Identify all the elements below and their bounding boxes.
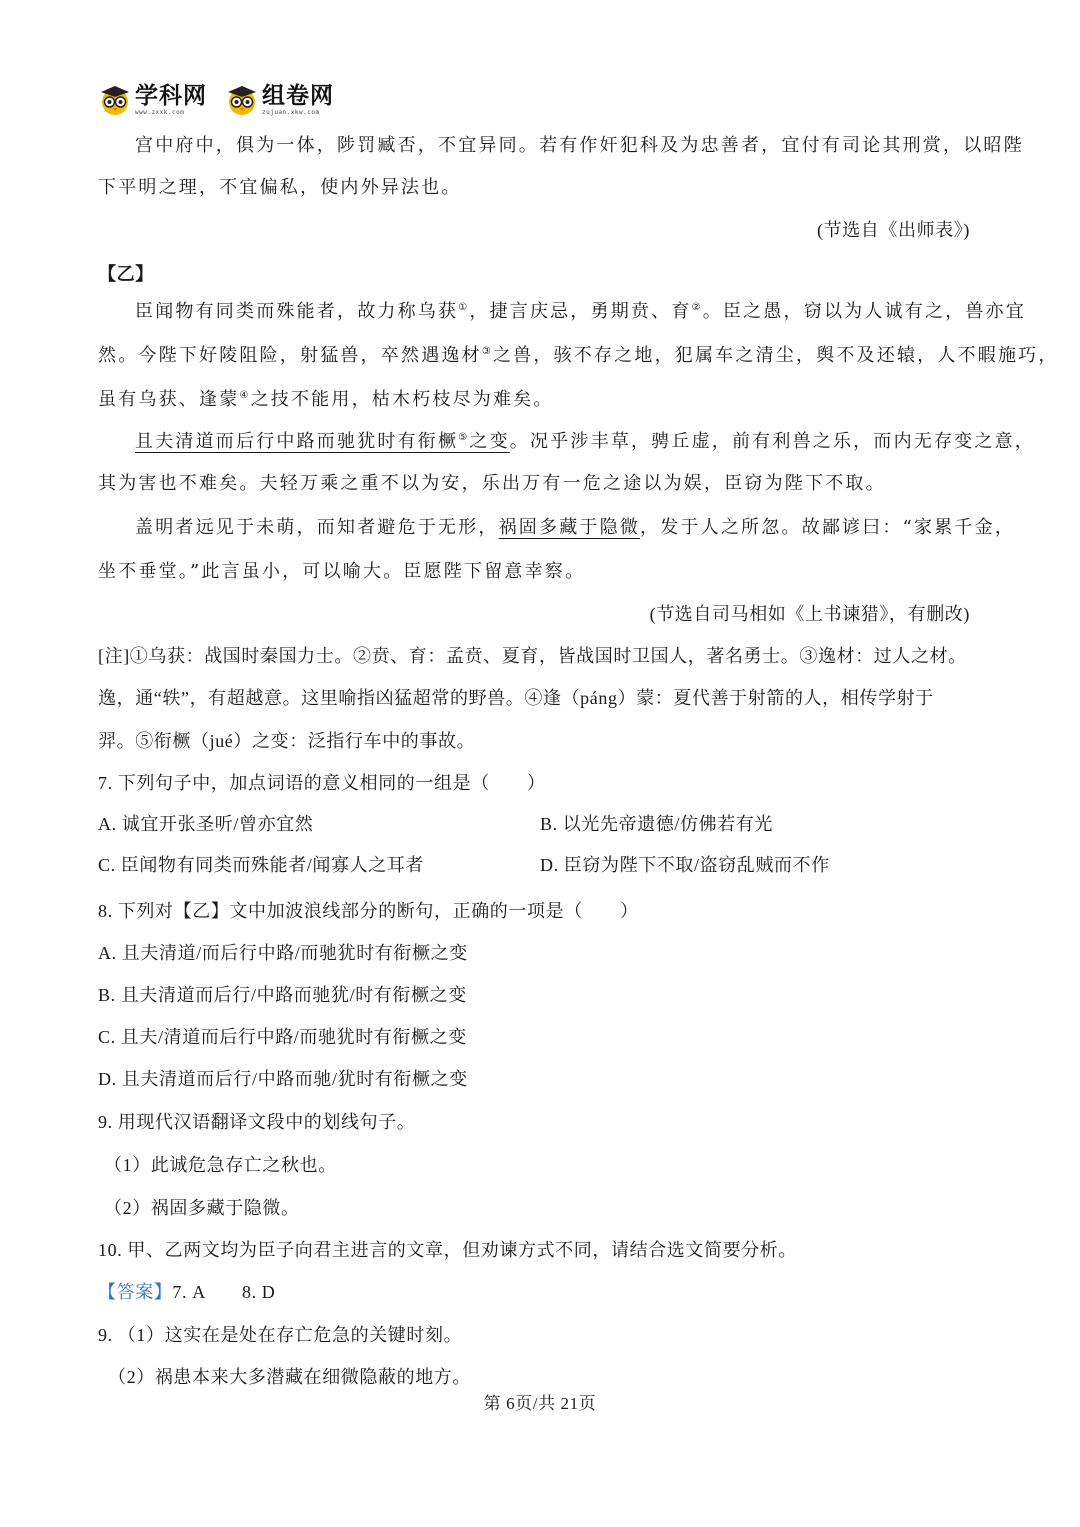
yi-paragraph-line: 且夫清道而后行中路而驰犹时有衔橛⑤之变。况乎涉丰草，骋丘虚，前有利兽之乐，而内无存变之意， [135,431,1035,452]
answer-9-2: （2）祸患本来大多潜藏在细微隐蔽的地方。 [108,1367,471,1387]
question-7-option-d: D. 臣窃为陛下不取/盗窃乱贼而不作 [540,855,830,875]
question-7-stem: 7. 下列句子中，加点词语的意义相同的一组是（ ） [98,773,546,793]
footnote-ref: ③ [481,346,493,357]
answer-tag: 【答案】 [98,1282,173,1302]
jia-source: (节选自《出师表》) [817,220,970,240]
jia-paragraph-line: 宫中府中，俱为一体，陟罚臧否，不宜异同。若有作奸犯科及为忠善者，宜付有司论其刑赏，以昭陛 [135,135,1024,156]
yi-paragraph-line: 臣闻物有同类而殊能者，故力称乌获①，捷言庆忌，勇期贲、育②。臣之愚，窃以为人诚有之，兽亦宜 [135,301,1026,322]
question-8-option-b: B. 且夫清道而后行/中路而驰犹/时有衔橛之变 [98,985,467,1005]
wavy-underlined-sentence: 且夫清道而后行中路而驰犹时有衔橛⑤之变 [135,431,510,452]
underlined-sentence: 祸固多藏于隐微 [498,517,641,538]
question-7-option-b: B. 以光先帝遗德/仿佛若有光 [540,814,774,834]
question-7-option-a: A. 诚宜开张圣听/曾亦宜然 [98,814,314,834]
answer-line [98,1280,275,1304]
question-8-stem: 8. 下列对【乙】文中加波浪线部分的断句，正确的一项是（ ） [98,901,639,921]
logo-xueke [98,83,207,117]
yi-paragraph-line: 盖明者远见于未萌，而知者避危于无形，祸固多藏于隐微，发于人之所忽。故鄙谚曰：“家累千金， [135,517,1016,538]
owl-mascot-icon [98,83,132,117]
logo-zujuan [225,83,334,117]
notes-line: 逸，通“轶”，有超越意。这里喻指凶猛超常的野兽。④逢（páng）蒙：夏代善于射箭的人，相传学射于 [98,688,934,708]
notes-line: [注]①乌获：战国时秦国力士。②贲、育：孟贲、夏育，皆战国时卫国人，著名勇士。③逸材：过人之材。 [98,646,967,666]
jia-paragraph-line: 下平明之理，不宜偏私，使内外异法也。 [98,177,462,198]
question-7-option-c: C. 臣闻物有同类而殊能者/闻寡人之耳者 [98,855,425,875]
yi-source: (节选自司马相如《上书谏猎》，有删改) [649,604,970,624]
header-logos [98,80,352,120]
footnote-ref: ② [691,302,703,313]
page-number: 第 6页/共 21页 [483,1394,597,1413]
question-8-option-c: C. 且夫/清道而后行中路/而驰犹时有衔橛之变 [98,1027,467,1047]
question-9-sentence-1: （1）此诚危急存亡之秋也。 [104,1155,337,1175]
logo-title: 学科网 [135,82,207,109]
question-8-option-a: A. 且夫清道/而后行中路/而驰犹时有衔橛之变 [98,943,468,963]
footnote-ref: ⑤ [458,432,470,443]
question-9-sentence-2: （2）祸固多藏于隐微。 [104,1198,300,1218]
footnote-ref: ④ [239,390,251,401]
logo-url: www.zxxk.com [135,108,185,116]
yi-paragraph-line: 虽有乌获、逢蒙④之技不能用，枯木朽枝尽为难矣。 [98,389,554,410]
footnote-ref: ① [458,302,470,313]
owl-mascot-icon [225,83,259,117]
question-8-option-d: D. 且夫清道而后行/中路而驰/犹时有衔橛之变 [98,1069,468,1089]
logo-title: 组卷网 [262,82,334,109]
yi-paragraph-line: 其为害也不难矣。夫轻万乘之重不以为安，乐出万有一危之途以为娱，臣窃为陛下不取。 [98,473,886,494]
answer-values: 7. A 8. D [172,1282,276,1302]
question-10-stem: 10. 甲、乙两文均为臣子向君主进言的文章，但劝谏方式不同，请结合选文简要分析。 [98,1240,797,1260]
yi-label: 【乙】 [98,264,154,284]
yi-paragraph-line: 坐不垂堂。”此言虽小，可以喻大。臣愿陛下留意幸察。 [98,561,586,582]
answer-9-1: 9. （1）这实在是处在存亡危急的关键时刻。 [98,1325,463,1345]
yi-paragraph-line: 然。今陛下好陵阻险，射猛兽，卒然遇逸材③之兽，骇不存之地，犯属车之清尘，舆不及还辕，人不暇施巧， [98,345,1059,366]
notes-line: 羿。⑤衔橛（jué）之变：泛指行车中的事故。 [98,731,476,751]
question-9-stem: 9. 用现代汉语翻译文段中的划线句子。 [98,1112,416,1132]
logo-url: zujuan.xkw.com [262,108,320,116]
